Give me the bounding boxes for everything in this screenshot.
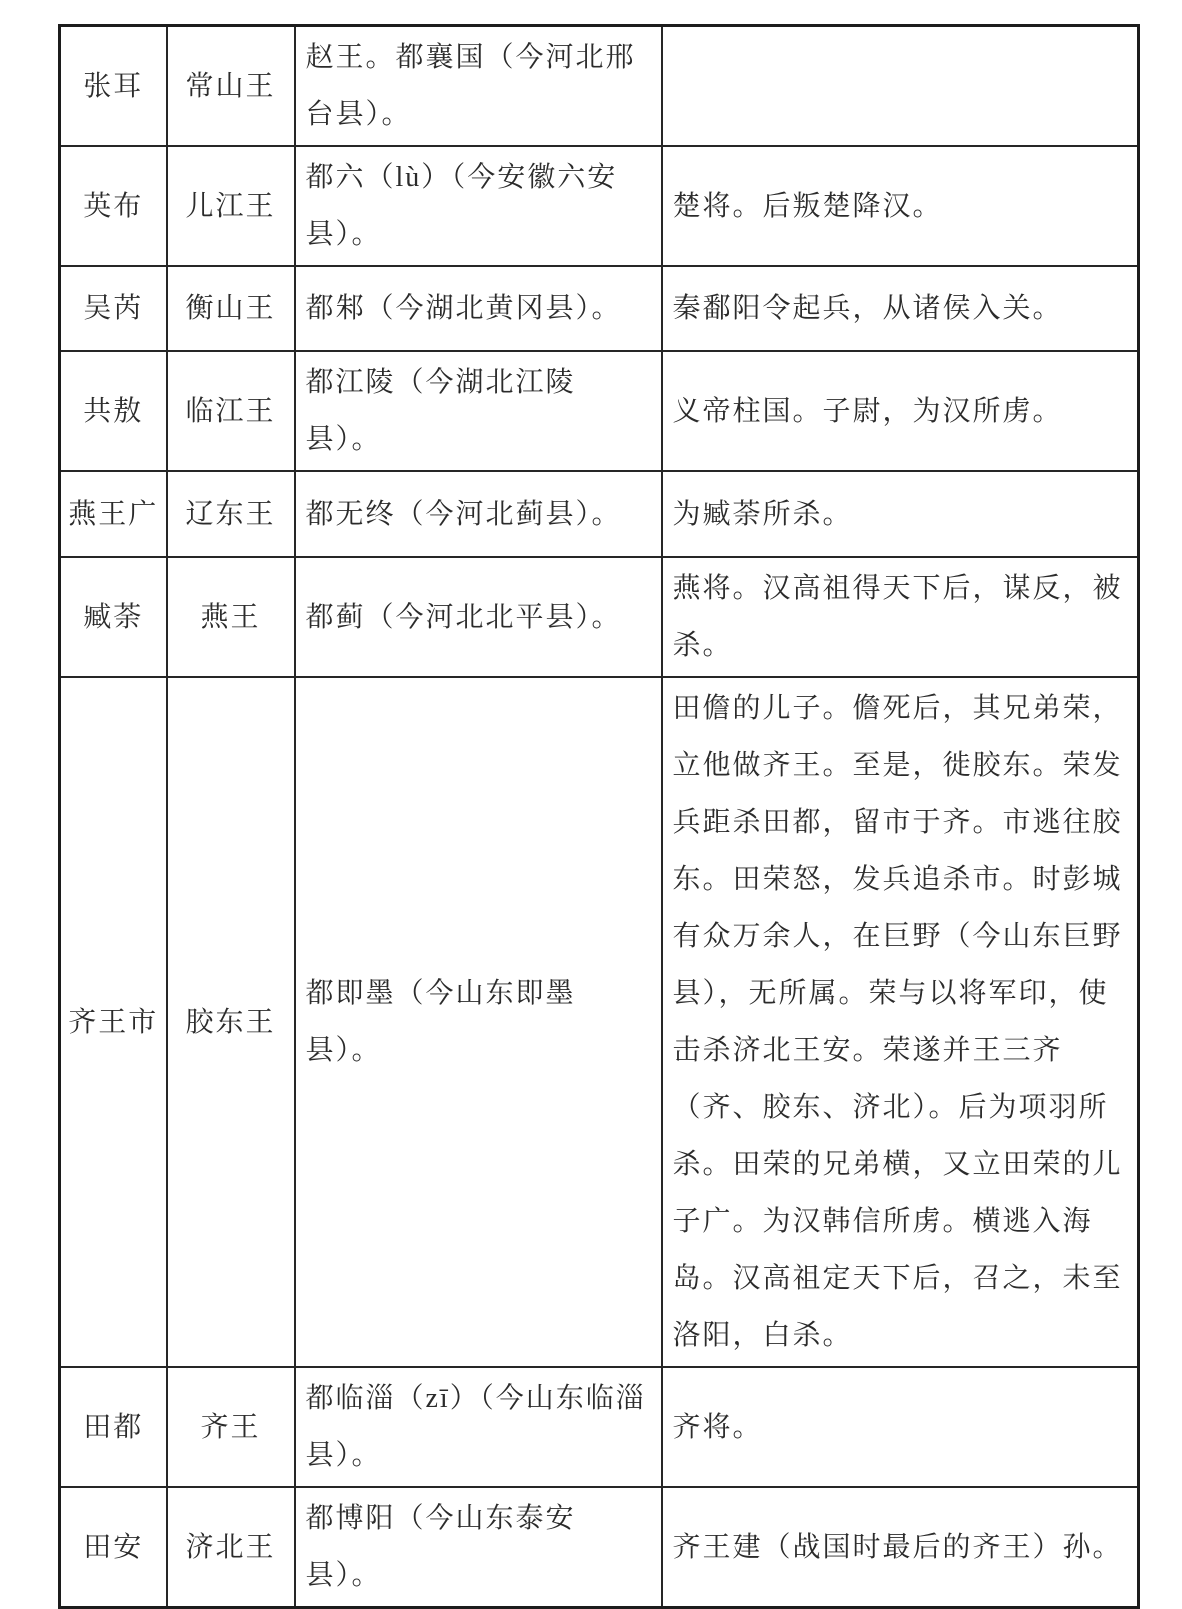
cell-capital: 都即墨（今山东即墨县）。 [295,677,662,1367]
cell-name: 共敖 [60,351,167,471]
cell-notes: 义帝柱国。子尉，为汉所虏。 [662,351,1139,471]
cell-notes: 楚将。后叛楚降汉。 [662,146,1139,266]
cell-name: 臧荼 [60,557,167,677]
cell-capital: 都蓟（今河北北平县）。 [295,557,662,677]
cell-capital: 都邾（今湖北黄冈县）。 [295,266,662,351]
cell-title: 临江王 [167,351,295,471]
cell-notes: 秦鄱阳令起兵，从诸侯入关。 [662,266,1139,351]
cell-title: 燕王 [167,557,295,677]
cell-notes: 齐将。 [662,1367,1139,1487]
cell-title: 衡山王 [167,266,295,351]
table-row [60,26,1139,147]
cell-capital: 都临淄（zī）（今山东临淄县）。 [295,1367,662,1487]
cell-capital: 都江陵（今湖北江陵县）。 [295,351,662,471]
cell-capital: 赵王。都襄国（今河北邢台县）。 [295,26,662,147]
table-row [60,146,1139,266]
cell-name: 吴芮 [60,266,167,351]
table-row [60,471,1139,557]
cell-notes: 田儋的儿子。儋死后，其兄弟荣，立他做齐王。至是，徙胶东。荣发兵距杀田都，留市于齐。市逃往胶东。田荣怒，发兵追杀市。时彭城有众万余人，在巨野（今山东巨野县），无所属。荣与以将军印，使击杀济北王安。荣遂并王三齐（齐、胶东、济北）。后为项羽所杀。田荣的兄弟横，又立田荣的儿子广。为汉韩信所虏。横逃入海岛。汉高祖定天下后，召之，未至洛阳，白杀。 [662,677,1139,1367]
cell-notes: 齐王建（战国时最后的齐王）孙。 [662,1487,1139,1608]
table-row [60,1487,1139,1608]
cell-name: 田都 [60,1367,167,1487]
cell-name: 英布 [60,146,167,266]
table-row [60,677,1139,1367]
cell-name: 齐王市 [60,677,167,1367]
cell-name: 田安 [60,1487,167,1608]
cell-capital: 都无终（今河北蓟县）。 [295,471,662,557]
table-row [60,1367,1139,1487]
cell-title: 胶东王 [167,677,295,1367]
cell-title: 儿江王 [167,146,295,266]
table-row [60,557,1139,677]
cell-title: 常山王 [167,26,295,147]
cell-title: 济北王 [167,1487,295,1608]
cell-notes: 为臧荼所杀。 [662,471,1139,557]
cell-capital: 都六（lù）（今安徽六安县）。 [295,146,662,266]
cell-name: 张耳 [60,26,167,147]
cell-name: 燕王广 [60,471,167,557]
cell-title: 齐王 [167,1367,295,1487]
cell-notes: 燕将。汉高祖得天下后，谋反，被杀。 [662,557,1139,677]
cell-capital: 都博阳（今山东泰安县）。 [295,1487,662,1608]
cell-notes [662,26,1139,147]
cell-title: 辽东王 [167,471,295,557]
table-row [60,351,1139,471]
table-row [60,266,1139,351]
kings-table [58,24,1140,1609]
